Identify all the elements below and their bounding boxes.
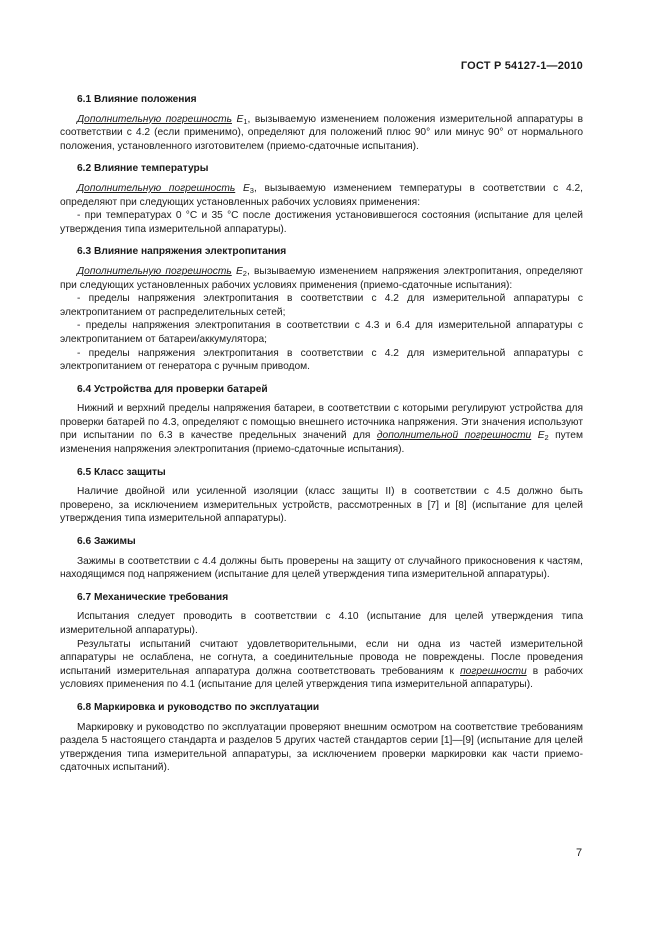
document-body: [60, 93, 583, 784]
term-additional-error: Дополнительную погрешность: [77, 113, 232, 125]
section-title: 6.4 Устройства для проверки батарей: [77, 383, 268, 395]
list-item: - пределы напряжения электропитания в соответствии с 4.2 для измерительной аппаратуры с электропитанием от генератора с ручным приводом.: [60, 347, 583, 373]
term-additional-error: Дополнительную погрешность: [77, 182, 236, 194]
paragraph: [60, 638, 583, 692]
section-6-6: [60, 535, 583, 582]
symbol: E: [235, 265, 243, 277]
section-6-1: [60, 93, 583, 153]
paragraph: [60, 265, 583, 292]
section-title: 6.5 Класс защиты: [77, 466, 166, 478]
symbol-subscript: 3: [249, 185, 254, 195]
section-title: 6.8 Маркировка и руководство по эксплуатации: [77, 701, 320, 713]
section-title: 6.2 Влияние температуры: [77, 163, 209, 175]
paragraph-text: , вызываемую изменением температуры в соответствии с 4.2, определяют при следующих установленных рабочих условиях применения:: [60, 182, 583, 208]
list-item: - пределы напряжения электропитания в соответствии с 4.2 для измерительной аппаратуры с электропитанием от распределительных сетей;: [60, 293, 583, 318]
paragraph-text: Результаты испытаний считают удовлетворительными, если ни одна из частей измерительной аппаратуры не ослаблена, не согнута, а соединительные провода не повреждены. После проведения испытаний измерительная аппаратура должна соответствовать требованиям к: [60, 638, 583, 677]
section-title: 6.7 Механические требования: [77, 591, 229, 603]
section-6-4: [60, 383, 583, 457]
list-item: - пределы напряжения электропитания в соответствии с 4.3 и 6.4 для измерительной аппаратуры с электропитанием от батареи/аккумулятора;: [60, 320, 583, 345]
symbol-subscript: 2: [544, 433, 549, 443]
paragraph-text-tail: путем изменения напряжения электропитания (приемо-сдаточные испытания).: [60, 430, 583, 456]
paragraph: Испытания следует проводить в соответствии с 4.10 (испытание для целей утверждения типа измерительной аппаратуры).: [60, 611, 583, 636]
section-title: 6.6 Зажимы: [77, 536, 136, 548]
list-item: - при температурах 0 °С и 35 °С после достижения установившегося состояния (испытание для целей утверждения типа измерительной аппаратуры).: [60, 210, 583, 235]
paragraph-text-tail: в рабочих условиях применения по 4.1 (испытание для целей утверждения типа измерительной аппаратуры).: [60, 665, 583, 691]
term-additional-error: дополнительной погрешности: [376, 430, 532, 442]
section-title: 6.1 Влияние положения: [77, 94, 197, 105]
paragraph: [60, 402, 583, 456]
symbol: E: [236, 113, 244, 125]
section-6-3: [60, 245, 583, 373]
paragraph: Наличие двойной или усиленной изоляции (класс защиты II) в соответствии с 4.5 должно быть проверено, за исключением измерительных устройств, рассмотренных в [7] и [8] (испытание для целей утверждения типа измерительной аппаратуры).: [60, 486, 583, 525]
document-code-header: ГОСТ Р 54127-1—2010: [460, 60, 583, 72]
paragraph-text: , вызываемую изменением напряжения электропитания, определяют при следующих установленных рабочих условиях применения (приемо-сдаточные испытания):: [60, 265, 583, 291]
section-title: 6.3 Влияние напряжения электропитания: [77, 246, 287, 258]
symbol-subscript: 2: [242, 268, 247, 278]
section-6-5: [60, 466, 583, 526]
paragraph: Зажимы в соответствии с 4.4 должны быть проверены на защиту от случайного прикосновения к частям, находящимся под напряжением (испытание для целей утверждения типа измерительной аппаратуры).: [60, 555, 583, 581]
paragraph: [60, 113, 583, 154]
section-6-7: [60, 591, 583, 692]
paragraph: [60, 182, 583, 209]
paragraph-text: , вызываемую изменением положения измерительной аппаратуры в соответствии с 4.2 (если применимо), определяют для положений плюс 90° или минус 90° от нормального положения, установленного изготовителем (приемо-сдаточные испытания).: [60, 113, 583, 152]
term-error: погрешности: [460, 665, 527, 677]
section-6-2: [60, 162, 583, 236]
symbol: E: [537, 430, 545, 442]
symbol-subscript: 1: [243, 116, 248, 126]
symbol: E: [242, 182, 250, 194]
section-6-8: [60, 701, 583, 775]
paragraph: Маркировку и руководство по эксплуатации проверяют внешним осмотром на соответствие требованиям раздела 5 настоящего стандарта и разделов 5 других частей стандартов серии [1]—[9] (испытание для целей утверждения типа измерительной аппаратуры, за исключением проверки маркировки как части приемо-сдаточных испытаний).: [60, 721, 583, 774]
page-number: 7: [576, 847, 583, 859]
term-additional-error: Дополнительную погрешность: [77, 265, 232, 277]
paragraph-text: Нижний и верхний пределы напряжения батареи, в соответствии с которыми регулируют устройства для проверки батарей по 4.3, определяют с помощью внешнего источника напряжения. Эти значения используют при испытании по 6.3 в качестве предельных значений для: [60, 403, 583, 442]
